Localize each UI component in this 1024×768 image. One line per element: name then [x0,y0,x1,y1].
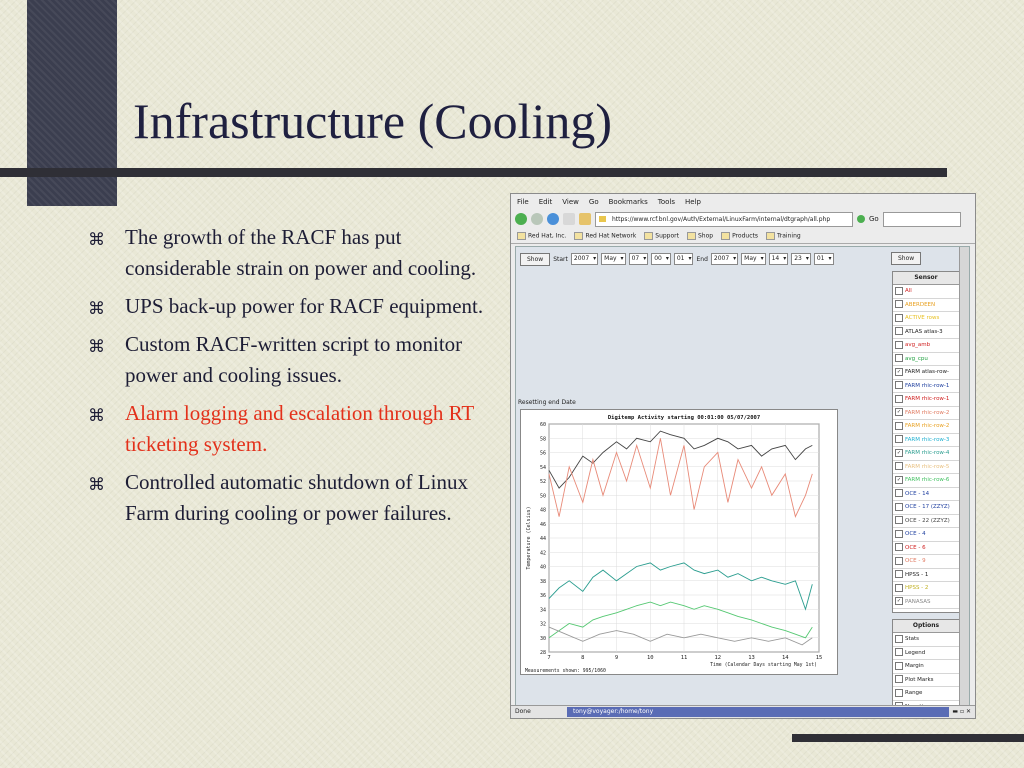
sensor-row[interactable] [893,339,959,353]
sensor-row[interactable] [893,312,959,326]
chart-title: Digitemp Activity starting 00:01:00 05/07/2007 [607,415,761,421]
bookmark-label: Red Hat, Inc. [528,232,567,240]
option-label: Range [905,690,923,696]
x-tick-label: 14 [781,655,789,661]
folder-icon [644,232,653,240]
end-minute-select[interactable]: 01 ▾ [814,253,834,265]
x-tick-label: 10 [646,655,654,661]
menu-tools[interactable]: Tools [657,197,675,206]
back-arrow-icon[interactable] [515,213,527,225]
menu-view[interactable]: View [562,197,579,206]
sensor-label: FARM rhic-row-6 [905,477,950,483]
sensor-list [893,285,959,609]
bullet-text: The growth of the RACF has put considerable strain on power and cooling. [125,225,477,280]
option-row[interactable] [893,660,959,674]
sensor-checkbox[interactable] [895,543,903,551]
bullet-item-highlighted [88,398,488,460]
sensor-row[interactable] [893,285,959,299]
bookmark-item[interactable] [517,232,566,240]
sensor-label: FARM rhic-row-4 [905,450,950,456]
y-tick-label: 38 [539,578,546,585]
bullet-text: Custom RACF-written script to monitor power and cooling issues. [125,332,463,387]
option-checkbox[interactable] [895,635,903,643]
sensor-row[interactable] [893,515,959,529]
temperature-chart [520,409,838,675]
page-icon [574,232,583,240]
option-checkbox[interactable] [895,662,903,670]
sensor-label: FARM rhic-row-2 [905,409,950,416]
status-bar [511,705,975,718]
bookmark-label: Shop [697,232,714,240]
sensor-checkbox[interactable]: ✓ [896,449,902,456]
bullet-text: UPS back-up power for RACF equipment. [125,294,484,318]
end-year-select[interactable]: 2007 ▾ [711,253,738,265]
square-bullet-icon: ⌘ [88,337,105,357]
show-button[interactable]: Show [520,253,550,266]
sensor-row[interactable] [893,582,959,596]
sensor-checkbox[interactable] [895,422,903,430]
sensor-checkbox[interactable] [895,381,903,389]
y-tick-label: 44 [539,536,546,542]
y-tick-label: 58 [539,436,546,443]
sensor-label: ABERDEEN [905,301,936,308]
sensor-label: FARM rhic-row-1 [905,396,950,402]
start-day-select[interactable]: 07 ▾ [629,253,649,265]
end-label: End [696,255,708,263]
sensor-checkbox[interactable] [895,570,903,578]
bookmark-item[interactable] [721,232,758,240]
sensor-row[interactable] [893,380,959,394]
sensor-label: PANASAS [905,598,931,605]
reload-icon[interactable] [547,213,559,225]
page-icon [517,232,526,240]
show-button-right[interactable]: Show [891,252,921,265]
bookmark-item[interactable] [574,232,636,240]
square-bullet-icon: ⌘ [88,475,105,495]
sensor-checkbox[interactable] [895,300,903,308]
y-tick-label: 32 [539,621,546,628]
sensor-checkbox[interactable] [895,462,903,470]
sensor-checkbox[interactable] [895,530,903,538]
sensor-row[interactable] [893,326,959,340]
sensor-label: FARM rhic-row-3 [905,436,950,443]
url-bar[interactable] [595,212,853,227]
sensor-checkbox[interactable] [895,557,903,565]
sensor-checkbox[interactable] [895,287,903,295]
sensor-panel [892,271,960,613]
bullet-item [88,222,488,284]
sensor-checkbox[interactable] [895,341,903,349]
go-button[interactable]: Go [869,215,879,223]
option-label: Margin [905,663,924,669]
page-content [515,246,970,706]
option-label: Stats [905,636,920,642]
folder-icon [766,232,775,240]
end-day-select[interactable]: 14 ▾ [769,253,789,265]
x-tick-label: 9 [614,655,619,661]
chart-footer: Measurements shown: 995/1060 [525,669,606,674]
sensor-label: avg_amb [905,342,931,348]
option-checkbox[interactable] [895,675,903,683]
sensor-label: avg_cpu [905,355,928,362]
url-text: https://www.rcf.bnl.gov/Auth/External/LinuxFarm/internal/dtgraph/all.php [612,215,831,223]
sensor-checkbox[interactable] [895,395,903,403]
browser-window [510,193,976,719]
sensor-row[interactable] [893,353,959,367]
option-row[interactable] [893,674,959,688]
lock-icon [599,216,606,222]
window-buttons[interactable]: ▬ ▫ ✕ [952,708,971,715]
start-label: Start [553,255,568,263]
stop-icon[interactable] [563,213,575,225]
option-label: Plot Marks [905,676,934,683]
start-month-select[interactable]: May ▾ [601,253,625,265]
sensor-row[interactable] [893,447,959,461]
sensor-label: HPSS - 2 [905,585,929,591]
sensor-row[interactable] [893,488,959,502]
sensor-label: FARM rhic-row-1 [905,382,950,389]
sensor-row[interactable] [893,501,959,515]
y-tick-label: 34 [539,607,546,614]
y-tick-label: 48 [539,507,546,514]
folder-icon [687,232,696,240]
sensor-label: FARM atlas-row- [905,369,949,375]
start-year-select[interactable]: 2007 ▾ [571,253,598,265]
square-bullet-icon: ⌘ [88,406,105,426]
sensor-label: ACTIVE rows [905,315,940,321]
sensor-checkbox[interactable]: ✓ [896,368,902,375]
options-header: Options [893,620,959,633]
slide-title: Infrastructure (Cooling) [133,93,613,149]
bullet-text: Controlled automatic shutdown of Linux Farm during cooling or power failures. [125,470,468,525]
sensor-label: OCE - 17 (ZZYZ) [905,504,950,510]
y-tick-label: 54 [539,464,546,471]
title-underline-rule [0,168,947,177]
status-text: Done [515,708,531,715]
menu-bar [511,194,975,209]
menu-go[interactable]: Go [588,197,599,206]
sensor-label: FARM rhic-row-2 [905,423,950,429]
home-icon[interactable] [579,213,591,225]
y-tick-label: 40 [539,564,546,571]
bookmark-label: Support [655,232,679,240]
sensor-row[interactable] [893,299,959,313]
sensor-checkbox[interactable]: ✓ [896,476,902,483]
option-row[interactable] [893,687,959,701]
x-tick-label: 8 [581,655,585,661]
go-icon[interactable] [857,215,865,223]
square-bullet-icon: ⌘ [88,230,105,250]
bullet-list [88,222,488,536]
navigation-toolbar [511,209,975,229]
sensor-label: OCE - 4 [905,531,926,537]
sensor-label: OCE - 9 [905,558,926,564]
start-minute-select[interactable]: 01 ▾ [674,253,694,265]
sensor-checkbox[interactable] [895,314,903,322]
bookmark-label: Products [732,232,758,240]
bookmark-label: Training [777,232,801,240]
sensor-checkbox[interactable] [895,489,903,497]
y-tick-label: 52 [539,479,546,485]
option-row[interactable] [893,647,959,661]
search-input[interactable] [883,212,961,227]
y-tick-label: 60 [539,422,546,428]
x-tick-label: 12 [714,655,722,661]
folder-icon [721,232,730,240]
sensor-row[interactable] [893,596,959,610]
options-panel [892,619,960,707]
bullet-text: Alarm logging and escalation through RT ticketing system. [125,401,474,456]
menu-file[interactable]: File [517,197,529,206]
chart-svg [521,410,837,674]
y-tick-label: 42 [539,550,546,557]
sensor-label: All [905,288,912,294]
x-tick-label: 15 [815,655,823,661]
sensor-checkbox[interactable] [895,327,903,335]
bookmark-label: Red Hat Network [585,232,637,240]
footer-rule [792,734,1024,742]
bookmark-item[interactable] [644,232,679,240]
sensor-row[interactable] [893,366,959,380]
x-tick-label: 7 [547,655,551,661]
forward-arrow-icon[interactable] [531,213,543,225]
sensor-label: OCE - 6 [905,544,926,551]
resetting-end-date-label: Resetting end Date [518,399,576,406]
menu-help[interactable]: Help [684,197,701,206]
x-tick-label: 13 [748,655,755,661]
end-hour-select[interactable]: 23 ▾ [791,253,811,265]
menu-bookmarks[interactable]: Bookmarks [608,197,648,206]
sensor-row[interactable] [893,420,959,434]
sensor-checkbox[interactable] [895,435,903,443]
sensor-row[interactable] [893,461,959,475]
y-tick-label: 30 [539,635,546,642]
option-label: Legend [905,649,926,656]
sensor-row[interactable] [893,569,959,583]
option-checkbox[interactable] [895,689,903,697]
sensor-checkbox[interactable] [895,503,903,511]
sensor-row[interactable] [893,555,959,569]
sensor-header: Sensor [893,272,959,285]
sensor-checkbox[interactable] [895,584,903,592]
sensor-row[interactable] [893,393,959,407]
sensor-checkbox[interactable] [895,354,903,362]
y-tick-label: 36 [539,593,546,599]
sensor-label: FARM rhic-row-5 [905,463,950,470]
sensor-row[interactable] [893,434,959,448]
y-tick-label: 28 [539,650,546,656]
square-bullet-icon: ⌘ [88,299,105,319]
sensor-checkbox[interactable]: ✓ [896,409,902,415]
taskbar-item[interactable]: tony@voyager:/home/tony [567,707,949,717]
bookmark-item[interactable] [766,232,801,240]
sensor-checkbox[interactable]: ✓ [896,598,902,604]
menu-edit[interactable]: Edit [538,197,553,206]
y-axis-label: Temperature (Celsius) [526,506,532,570]
start-hour-select[interactable]: 00 ▾ [651,253,671,265]
bullet-item [88,291,488,322]
x-tick-label: 11 [680,655,688,661]
sensor-label: HPSS - 1 [905,571,929,578]
sensor-row[interactable] [893,407,959,421]
vertical-scrollbar[interactable] [959,247,969,705]
sensor-row[interactable] [893,528,959,542]
option-row[interactable] [893,633,959,647]
y-tick-label: 50 [539,493,546,500]
bullet-item [88,467,488,529]
sensor-label: OCE - 22 (ZZYZ) [905,517,950,524]
sensor-label: ATLAS atlas-3 [905,328,943,335]
option-checkbox[interactable] [895,648,903,656]
bookmark-item[interactable] [687,232,713,240]
bookmarks-toolbar [511,229,975,244]
y-tick-label: 56 [539,450,546,457]
option-list [893,633,959,714]
sensor-label: OCE - 14 [905,490,930,497]
y-tick-label: 46 [539,521,546,528]
sensor-row[interactable] [893,542,959,556]
end-month-select[interactable]: May ▾ [741,253,765,265]
bullet-item [88,329,488,391]
sensor-checkbox[interactable] [895,516,903,524]
date-range-controls [520,252,834,266]
sensor-row[interactable] [893,474,959,488]
x-axis-label: Time (Calendar Days starting May 1st) [710,663,817,668]
